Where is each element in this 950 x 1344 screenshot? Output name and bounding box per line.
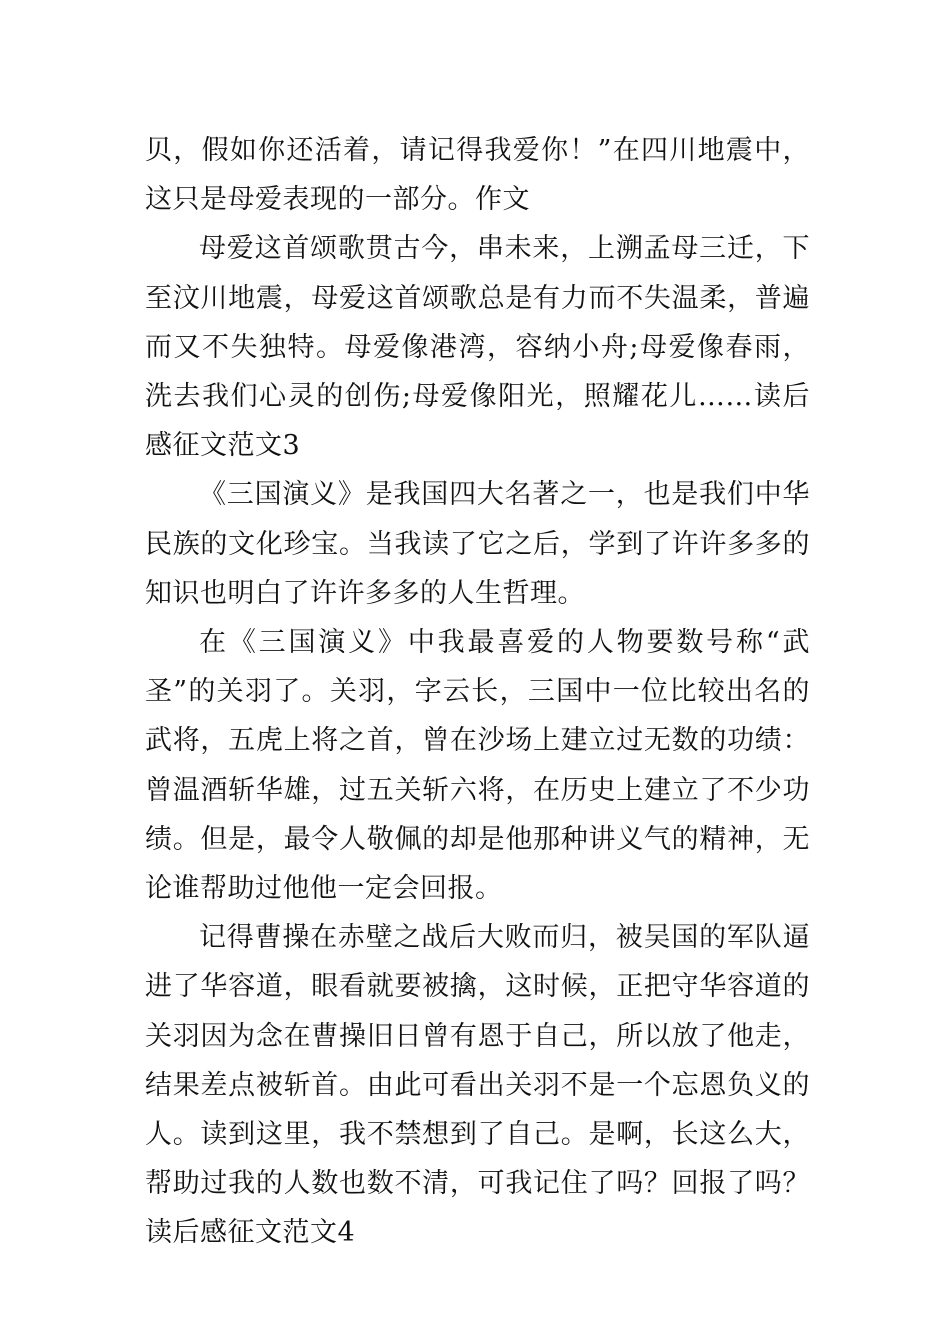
- paragraph-huarong-road: 记得曹操在赤壁之战后大败而归，被吴国的军队逼进了华容道，眼看就要被擒，这时候，正把守华容道的关羽因为念在曹操旧日曾有恩于自己，所以放了他走，结果差点被斩首。由此可看出关羽不是一个忘恩负义的人。读到这里，我不禁想到了自己。是啊，长这么大，帮助过我的人数也数不清，可我记住了吗？回报了吗？读后感征文范文4: [145, 922, 810, 1249]
- paragraph-continuation: 贝，假如你还活着，请记得我爱你！”在四川地震中，这只是母爱表现的一部分。作文: [145, 135, 810, 216]
- paragraph-mother-love: 母爱这首颂歌贯古今，串未来，上溯孟母三迁，下至汶川地震，母爱这首颂歌总是有力而不失温柔，普遍而又不失独特。母爱像港湾，容纳小舟;母爱像春雨，洗去我们心灵的创伤;母爱像阳光，照耀花儿……读后感征文范文3: [145, 233, 810, 462]
- paragraph-guan-yu: 在《三国演义》中我最喜爱的人物要数号称“武圣”的关羽了。关羽，字云长，三国中一位比较出名的武将，五虎上将之首，曾在沙场上建立过无数的功绩：曾温酒斩华雄，过五关斩六将，在历史上建立了不少功绩。但是，最令人敬佩的却是他那种讲义气的精神，无论谁帮助过他他一定会回报。: [145, 627, 810, 905]
- paragraph-three-kingdoms-intro: 《三国演义》是我国四大名著之一，也是我们中华民族的文化珍宝。当我读了它之后，学到了许许多多的知识也明白了许许多多的人生哲理。: [145, 479, 810, 609]
- body-text: [145, 126, 810, 1258]
